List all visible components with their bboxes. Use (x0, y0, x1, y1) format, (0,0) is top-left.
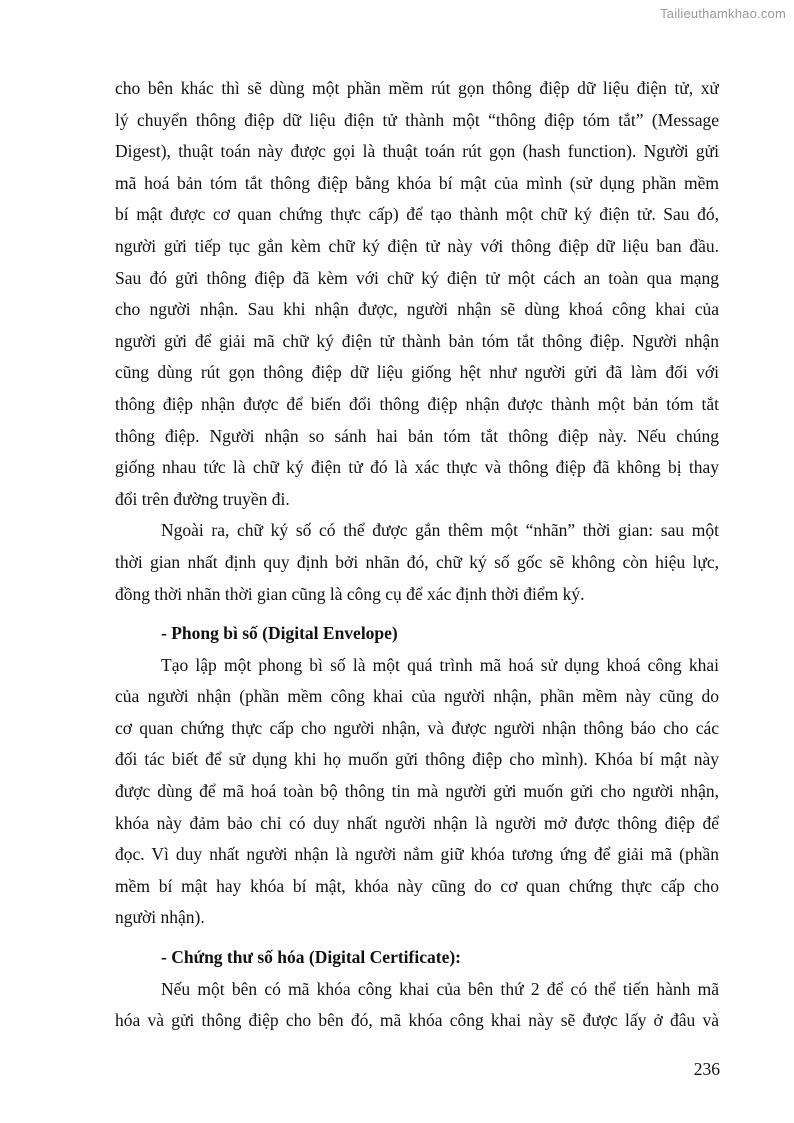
text-line: cho người nhận. Sau khi nhận được, người nhận sẽ dùng khoá công khai của (115, 299, 719, 320)
text-line: người nhận). (115, 907, 205, 928)
text-line: người gửi để giải mã chữ ký điện tử thành bản tóm tắt thông điệp. Người nhận (115, 330, 719, 351)
text-line: thông điệp. Người nhận so sánh hai bản tóm tắt thông điệp này. Nếu chúng (115, 425, 719, 446)
watermark: Tailieuthamkhao.com (660, 6, 786, 21)
text-line: thời gian nhất định quy định bởi nhãn đó, chữ ký số gốc sẽ không còn hiệu lực, (115, 551, 719, 572)
text-line: đọc. Vì duy nhất người nhận là người nắm giữ khóa tương ứng để giải mã (phần (115, 844, 719, 865)
text-line: cho bên khác thì sẽ dùng một phần mềm rút gọn thông điệp dữ liệu điện tử, xử (115, 78, 719, 98)
text-line: đồng thời nhãn thời gian cũng là công cụ để xác định thời điểm ký. (115, 583, 585, 604)
text-line: đổi trên đường truyền đi. (115, 488, 290, 509)
text-line: được dùng để mã hoá toàn bộ thông tin mà người gửi muốn gửi cho người nhận, (115, 781, 719, 802)
paragraph-hash-signature (115, 73, 719, 515)
text-line: đối tác biết để sử dụng khi họ muốn gửi thông điệp cho mình). Khóa bí mật này (115, 749, 719, 770)
text-line: giống nhau tức là chữ ký điện tử đó là xác thực và thông điệp đã không bị thay (115, 457, 719, 478)
text-line: Digest), thuật toán này được gọi là thuật toán rút gọn (hash function). Người gửi (115, 141, 719, 162)
paragraph-timestamp (115, 515, 719, 610)
text-line: mềm bí mật hay khóa bí mật, khóa này cũng do cơ quan chứng thực cấp cho (115, 875, 719, 896)
text-line: người gửi tiếp tục gắn kèm chữ ký điện tử này với thông điệp dữ liệu ban đầu. (115, 235, 719, 256)
section-heading-digital-certificate: - Chứng thư số hóa (Digital Certificate): (161, 947, 461, 968)
paragraph-digital-certificate (115, 974, 719, 1037)
text-line: Ngoài ra, chữ ký số có thể được gắn thêm một “nhãn” thời gian: sau một (161, 520, 719, 541)
text-line: Sau đó gửi thông điệp đã kèm với chữ ký điện tử một cách an toàn qua mạng (115, 267, 719, 288)
document-page (115, 73, 719, 1037)
text-line: mã hoá bản tóm tắt thông điệp bằng khóa bí mật của mình (sử dụng phần mềm (115, 172, 719, 193)
text-line: cũng dùng rút gọn thông điệp dữ liệu giống hệt như người gửi đã làm đối với (115, 362, 719, 383)
text-line: khóa này đảm bảo chỉ có duy nhất người nhận là người mở được thông điệp để (115, 812, 719, 833)
text-line: thông điệp nhận được để biến đổi thông điệp nhận được thành một bản tóm tắt (115, 393, 719, 414)
text-line: lý chuyển thông điệp dữ liệu điện tử thành một “thông điệp tóm tắt” (Message (115, 109, 719, 130)
page-number: 236 (693, 1059, 720, 1079)
text-line: hóa và gửi thông điệp cho bên đó, mã khóa công khai này sẽ được lấy ở đâu và (115, 1010, 719, 1031)
paragraph-digital-envelope (115, 650, 719, 934)
text-line: bí mật được cơ quan chứng thực cấp) để tạo thành một chữ ký điện tử. Sau đó, (115, 204, 719, 225)
text-line: Tạo lập một phong bì số là một quá trình mã hoá sử dụng khoá công khai (161, 654, 719, 675)
text-line: Nếu một bên có mã khóa công khai của bên thứ 2 để có thể tiến hành mã (161, 978, 719, 999)
text-line: của người nhận (phần mềm công khai của người nhận, phần mềm này cũng do (115, 686, 719, 707)
text-line: cơ quan chứng thực cấp cho người nhận, và được người nhận thông báo cho các (115, 717, 719, 738)
section-heading-digital-envelope: - Phong bì số (Digital Envelope) (161, 623, 398, 644)
